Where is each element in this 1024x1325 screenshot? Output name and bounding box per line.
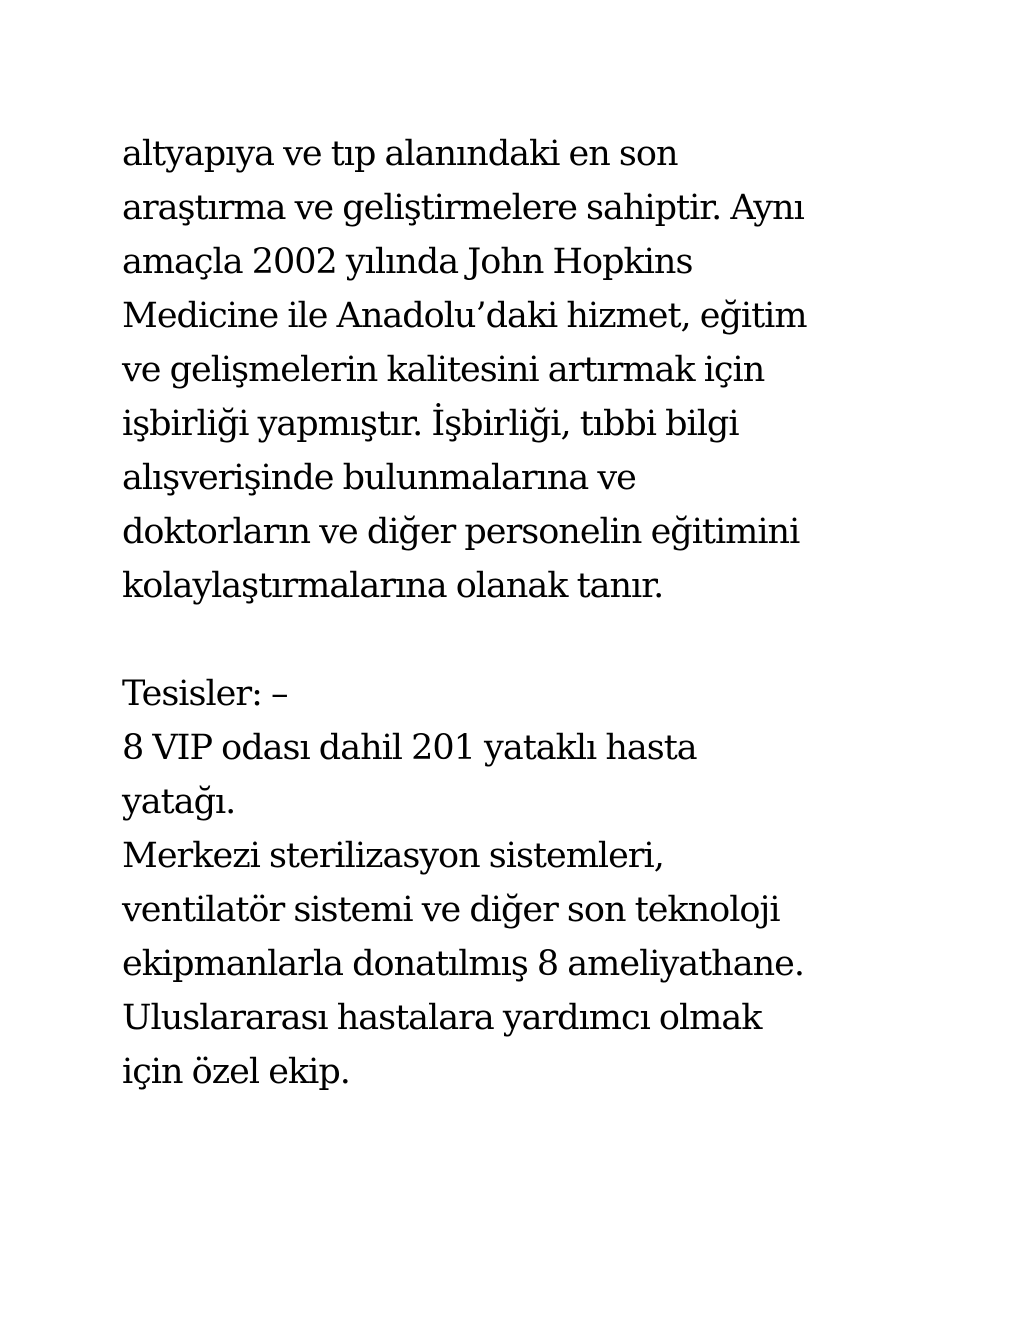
paragraph-line: ve gelişmelerin kalitesini artırmak için bbox=[122, 350, 765, 390]
body-text bbox=[122, 127, 922, 1099]
paragraph-line: alışverişinde bulunmalarına ve bbox=[122, 458, 636, 498]
paragraph-spacer bbox=[122, 613, 922, 667]
facilities-heading: Tesisler: – bbox=[122, 674, 288, 714]
paragraph-line: kolaylaştırmalarına olanak tanır. bbox=[122, 566, 664, 606]
paragraph-line: işbirliği yapmıştır. İşbirliği, tıbbi bilgi bbox=[122, 404, 739, 444]
facilities-line: 8 VIP odası dahil 201 yataklı hasta bbox=[122, 728, 697, 768]
paragraph-line: amaçla 2002 yılında John Hopkins bbox=[122, 242, 693, 282]
facilities-line: Merkezi sterilizasyon sistemleri, bbox=[122, 836, 664, 876]
paragraph-line: Medicine ile Anadolu’daki hizmet, eğitim bbox=[122, 296, 807, 336]
facilities-line: ventilatör sistemi ve diğer son teknoloji bbox=[122, 890, 780, 930]
facilities-line: için özel ekip. bbox=[122, 1052, 350, 1092]
facilities-line: Uluslararası hastalara yardımcı olmak bbox=[122, 998, 762, 1038]
facilities-line: yatağı. bbox=[122, 782, 236, 822]
paragraph-line: araştırma ve geliştirmelere sahiptir. Aynı bbox=[122, 188, 804, 228]
facilities-line: ekipmanlarla donatılmış 8 ameliyathane. bbox=[122, 944, 804, 984]
paragraph-line: doktorların ve diğer personelin eğitimini bbox=[122, 512, 800, 552]
paragraph-line: altyapıya ve tıp alanındaki en son bbox=[122, 134, 678, 174]
